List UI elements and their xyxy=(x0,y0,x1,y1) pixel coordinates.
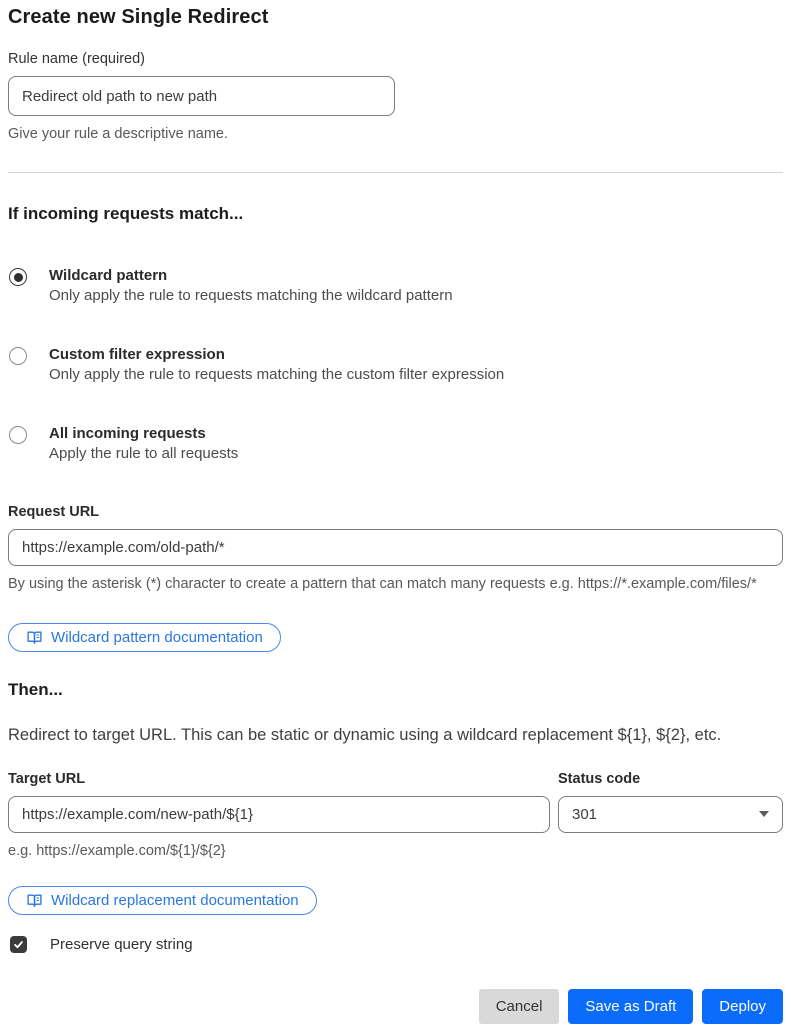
wildcard-pattern-documentation-button[interactable] xyxy=(8,623,281,652)
doc-button-label: Wildcard replacement documentation xyxy=(51,892,299,910)
checkbox-checked-icon[interactable] xyxy=(10,936,27,953)
page-title: Create new Single Redirect xyxy=(8,6,269,28)
preserve-query-string-label: Preserve query string xyxy=(50,936,193,954)
target-url-status-row xyxy=(8,771,783,862)
then-section-description: Redirect to target URL. This can be static or dynamic using a wildcard replacement ${1}, ${2}, etc. xyxy=(8,725,722,744)
target-url-column xyxy=(8,771,550,862)
preserve-query-string-row[interactable] xyxy=(8,936,783,953)
target-url-help: e.g. https://example.com/${1}/${2} xyxy=(8,842,226,859)
form-actions xyxy=(8,989,783,1024)
radio-description: Apply the rule to all requests xyxy=(49,445,239,463)
rule-name-help: Give your rule a descriptive name. xyxy=(8,126,229,142)
request-url-block xyxy=(8,504,783,595)
rule-name-label: Rule name (required) xyxy=(8,51,146,67)
target-url-label: Target URL xyxy=(8,770,86,787)
match-type-radio-group xyxy=(8,267,783,462)
then-section-heading: Then... xyxy=(8,679,63,699)
radio-button-icon[interactable] xyxy=(9,347,27,365)
open-book-icon xyxy=(26,892,43,909)
save-as-draft-button[interactable]: Save as Draft xyxy=(568,989,693,1024)
radio-button-icon[interactable] xyxy=(9,268,27,286)
radio-description: Only apply the rule to requests matching the wildcard pattern xyxy=(49,287,453,305)
open-book-icon xyxy=(26,629,43,646)
radio-label: Wildcard pattern xyxy=(49,267,168,285)
request-url-help: By using the asterisk (*) character to create a pattern that can match many requests e.g. https://*.example.com/files/* xyxy=(8,576,757,593)
radio-button-icon[interactable] xyxy=(9,426,27,444)
radio-option-all-incoming-requests[interactable] xyxy=(8,425,783,462)
doc-button-label: Wildcard pattern documentation xyxy=(51,628,263,646)
radio-label: Custom filter expression xyxy=(49,346,225,364)
request-url-input[interactable] xyxy=(8,529,783,566)
status-code-select[interactable] xyxy=(558,796,783,833)
radio-description: Only apply the rule to requests matching the custom filter expression xyxy=(49,366,505,384)
radio-option-wildcard-pattern[interactable] xyxy=(8,267,783,304)
status-code-selected-value: 301 xyxy=(572,805,598,823)
request-url-label: Request URL xyxy=(8,504,100,521)
radio-label: All incoming requests xyxy=(49,425,206,443)
wildcard-replacement-documentation-button[interactable] xyxy=(8,886,317,915)
target-url-input[interactable] xyxy=(8,796,550,833)
chevron-down-icon xyxy=(759,811,769,817)
match-section-heading: If incoming requests match... xyxy=(8,204,244,224)
radio-option-custom-filter-expression[interactable] xyxy=(8,346,783,383)
deploy-button[interactable]: Deploy xyxy=(702,989,783,1024)
status-code-label: Status code xyxy=(558,770,641,787)
section-divider xyxy=(8,172,783,173)
status-code-column xyxy=(558,771,783,862)
cancel-button[interactable]: Cancel xyxy=(479,989,560,1024)
rule-name-input[interactable] xyxy=(8,76,395,116)
